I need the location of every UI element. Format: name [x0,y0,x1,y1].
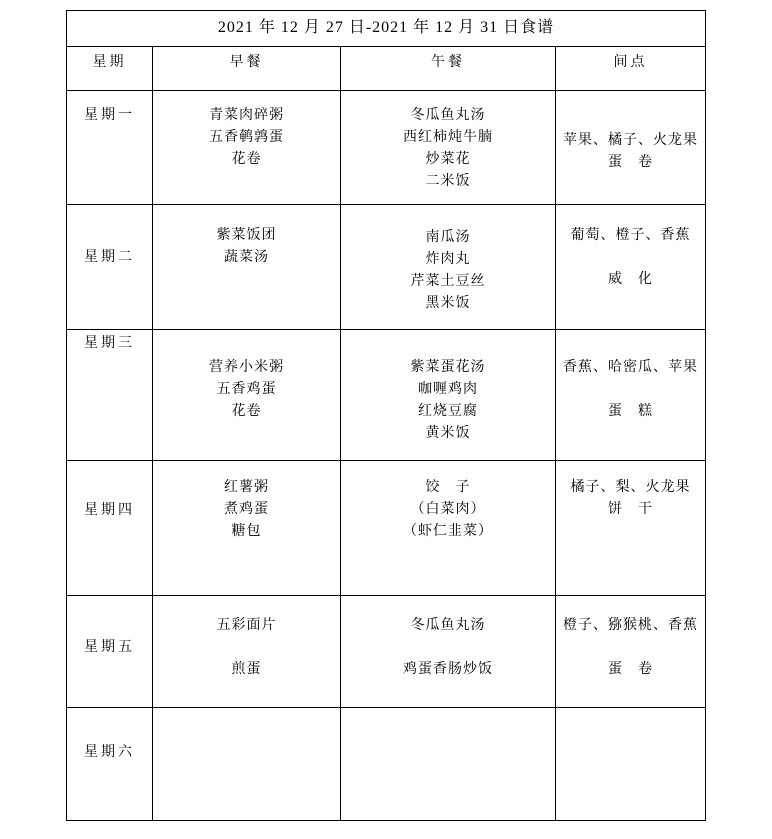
saturday-lunch-cell [341,708,556,821]
row-thursday [67,461,706,596]
monday-snack-cell [556,91,706,205]
col-header-snack: 间点 [556,47,706,91]
dish-line: 煮鸡蛋 [224,502,269,517]
dish-line: 紫菜蛋花汤 [410,360,486,375]
dish-line [556,637,705,659]
dish-line: 咖喱鸡肉 [418,382,478,397]
friday-lunch-cell [341,596,556,708]
dish-line: 饺 子 [425,480,471,495]
dish-line: 红薯粥 [224,480,269,495]
dish-line: 糖包 [231,524,262,539]
day-label: 星期一 [67,91,153,205]
dish-line: 蛋 糕 [608,404,654,419]
dish-line: 青菜肉碎粥 [209,108,284,123]
menu-table [66,10,706,821]
dish-line: 营养小米粥 [209,360,284,375]
dish-line [153,637,340,659]
wednesday-breakfast-cell [153,330,341,461]
dish-line: 南瓜汤 [425,230,471,245]
dish-line: 紫菜饭团 [216,228,277,243]
dish-line: 蛋 卷 [608,155,654,170]
dish-line: 芹菜土豆丝 [410,274,486,289]
day-label: 星期三 [67,330,153,461]
dish-line: 蔬菜汤 [224,250,269,265]
col-header-lunch: 午餐 [341,47,556,91]
table-title: 2021 年 12 月 27 日-2021 年 12 月 31 日食谱 [67,11,706,47]
dish-line: 五香鸡蛋 [216,382,277,397]
tuesday-breakfast-cell [153,205,341,330]
dish-line: 香蕉、哈密瓜、苹果 [563,360,699,375]
header-row [67,47,706,91]
wednesday-snack-cell [556,330,706,461]
dish-line: 五香鹌鹑蛋 [209,130,284,145]
day-label: 星期四 [67,461,153,596]
dish-line: 花卷 [231,404,262,419]
dish-line: 五彩面片 [216,618,277,633]
dish-line [556,247,705,269]
dish-line: 橙子、猕猴桃、香蕉 [563,618,699,633]
dish-line: 西红柿炖牛腩 [403,130,493,145]
saturday-snack-cell [556,708,706,821]
col-header-breakfast: 早餐 [153,47,341,91]
day-label: 星期六 [67,708,153,821]
saturday-breakfast-cell [153,708,341,821]
wednesday-lunch-cell [341,330,556,461]
thursday-snack-cell [556,461,706,596]
dish-line: 冬瓜鱼丸汤 [410,618,486,633]
thursday-lunch-cell [341,461,556,596]
dish-line: 冬瓜鱼丸汤 [410,108,486,123]
dish-line: 红烧豆腐 [418,404,478,419]
row-monday [67,91,706,205]
dish-line [341,637,555,659]
dish-line: 炸肉丸 [425,252,471,267]
dish-line: 鸡蛋香肠炒饭 [403,662,493,677]
dish-line: 花卷 [231,152,262,167]
dish-line: 黑米饭 [425,296,471,311]
dish-line: 煎蛋 [231,662,262,677]
tuesday-lunch-cell [341,205,556,330]
thursday-breakfast-cell [153,461,341,596]
dish-line: 蛋 卷 [608,662,654,677]
dish-line [556,379,705,401]
day-label: 星期五 [67,596,153,708]
monday-lunch-cell [341,91,556,205]
col-header-day: 星期 [67,47,153,91]
monday-breakfast-cell [153,91,341,205]
tuesday-snack-cell [556,205,706,330]
dish-line: （虾仁韭菜） [403,524,493,539]
title-row [67,11,706,47]
dish-line: 橘子、梨、火龙果 [570,480,691,495]
dish-line: 苹果、橘子、火龙果 [563,133,699,148]
dish-line: 炒菜花 [425,152,471,167]
row-saturday [67,708,706,821]
row-friday [67,596,706,708]
dish-line: （白菜肉） [410,502,486,517]
dish-line: 威 化 [608,272,654,287]
row-wednesday [67,330,706,461]
dish-line: 黄米饭 [425,426,471,441]
row-tuesday [67,205,706,330]
dish-line: 二米饭 [425,174,471,189]
dish-line: 饼 干 [608,502,654,517]
dish-line: 葡萄、橙子、香蕉 [570,228,691,243]
friday-breakfast-cell [153,596,341,708]
day-label: 星期二 [67,205,153,330]
friday-snack-cell [556,596,706,708]
